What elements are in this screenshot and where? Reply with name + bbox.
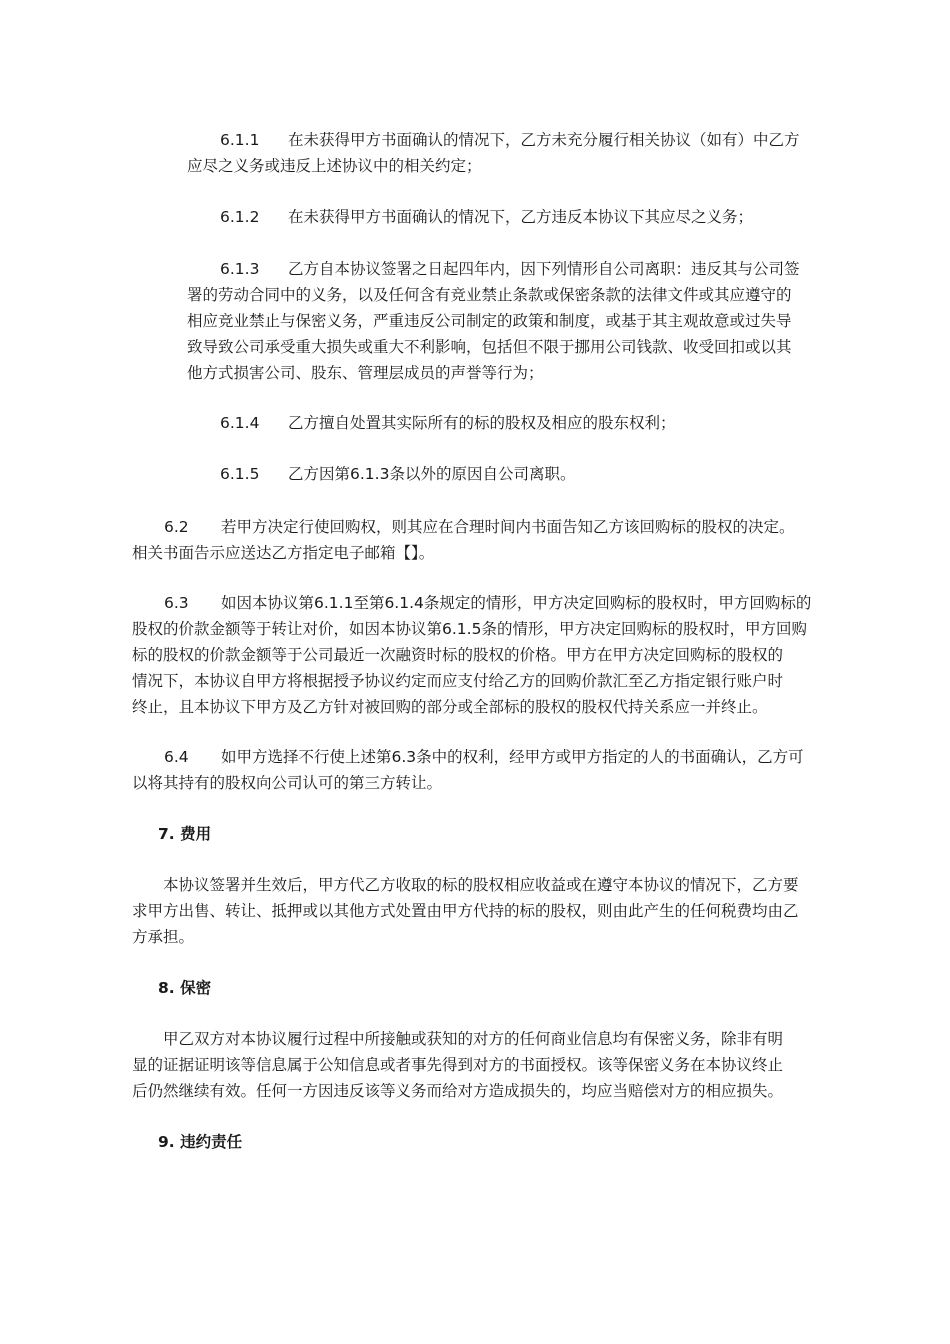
clause-number: 6.3 — [164, 594, 189, 612]
clause-line: 股权的价款金额等于转让对价，如因本协议第6.1.5条的情形，甲方决定回购标的股权时，甲方回购 — [132, 620, 807, 638]
section-line: 求甲方出售、转让、抵押或以其他方式处置由甲方代持的标的股权，则由此产生的任何税费均由乙 — [132, 902, 799, 920]
section-line: 方承担。 — [132, 928, 195, 946]
clause-line: 6.1.4 乙方擅自处置其实际所有的标的股权及相应的股东权利； — [132, 410, 840, 436]
clause-number: 6.4 — [164, 748, 189, 766]
clause-line: 以将其持有的股权向公司认可的第三方转让。 — [132, 774, 443, 792]
clause-line: 相关书面告示应送达乙方指定电子邮箱【】。 — [132, 544, 435, 562]
clause-line: 终止，且本协议下甲方及乙方针对被回购的部分或全部标的股权的股权代持关系应一并终止。 — [132, 698, 768, 716]
clause-number: 6.1.3 — [220, 260, 260, 278]
section-8-heading: 8. 保密 — [158, 979, 212, 997]
clause-line: 6.1.3 乙方自本协议签署之日起四年内，因下列情形自公司离职：违反其与公司签 — [132, 256, 840, 282]
clause-line: 6.4 如甲方选择不行使上述第6.3条中的权利，经甲方或甲方指定的人的书面确认，乙方可 — [132, 744, 840, 770]
clause-line: 署的劳动合同中的义务，以及任何含有竞业禁止条款或保密条款的法律文件或其应遵守的 — [187, 286, 792, 304]
section-8-body — [132, 1026, 840, 1104]
clause-line: 情况下，本协议自甲方将根据授予协议约定而应支付给乙方的回购价款汇至乙方指定银行账户时 — [132, 672, 784, 690]
section-line: 本协议签署并生效后，甲方代乙方收取的标的股权相应收益或在遵守本协议的情况下，乙方要 — [163, 876, 799, 894]
section-line: 甲乙双方对本协议履行过程中所接触或获知的对方的任何商业信息均有保密义务，除非有明 — [163, 1030, 784, 1048]
clause-line: 6.2 若甲方决定行使回购权，则其应在合理时间内书面告知乙方该回购标的股权的决定。 — [132, 514, 840, 540]
clause-number: 6.1.2 — [220, 208, 260, 226]
clause-line: 标的股权的价款金额等于公司最近一次融资时标的股权的价格。甲方在甲方决定回购标的股权的 — [132, 646, 784, 664]
section-9-heading: 9. 违约责任 — [158, 1133, 243, 1151]
clause-line: 6.1.1 在未获得甲方书面确认的情况下，乙方未充分履行相关协议（如有）中乙方 — [132, 127, 840, 153]
clause-6-1-1 — [132, 127, 840, 179]
clause-line: 6.1.2 在未获得甲方书面确认的情况下，乙方违反本协议下其应尽之义务； — [132, 204, 840, 230]
clause-6-3 — [132, 590, 840, 720]
section-line: 显的证据证明该等信息属于公知信息或者事先得到对方的书面授权。该等保密义务在本协议终止 — [132, 1056, 784, 1074]
clause-6-1-3 — [132, 256, 840, 386]
section-7-body — [132, 872, 840, 950]
clause-line: 应尽之义务或违反上述协议中的相关约定； — [187, 157, 482, 175]
clause-number: 6.1.4 — [220, 414, 260, 432]
clause-line: 他方式损害公司、股东、管理层成员的声誉等行为； — [187, 364, 544, 382]
section-7-heading: 7. 费用 — [158, 825, 212, 843]
clause-6-1-4 — [132, 410, 840, 436]
clause-6-1-5 — [132, 461, 840, 487]
clause-number: 6.2 — [164, 518, 189, 536]
clause-line: 6.3 如因本协议第6.1.1至第6.1.4条规定的情形，甲方决定回购标的股权时，甲方回购标的 — [132, 590, 840, 616]
clause-6-4 — [132, 744, 840, 796]
clause-number: 6.1.1 — [220, 131, 260, 149]
clause-6-1-2 — [132, 204, 840, 230]
section-line: 后仍然继续有效。任何一方因违反该等义务而给对方造成损失的，均应当赔偿对方的相应损失。 — [132, 1082, 784, 1100]
clause-line: 6.1.5 乙方因第6.1.3条以外的原因自公司离职。 — [132, 461, 840, 487]
clause-line: 致导致公司承受重大损失或重大不利影响，包括但不限于挪用公司钱款、收受回扣或以其 — [187, 338, 792, 356]
clause-number: 6.1.5 — [220, 465, 260, 483]
clause-line: 相应竞业禁止与保密义务，严重违反公司制定的政策和制度，或基于其主观故意或过失导 — [187, 312, 792, 330]
clause-6-2 — [132, 514, 840, 566]
